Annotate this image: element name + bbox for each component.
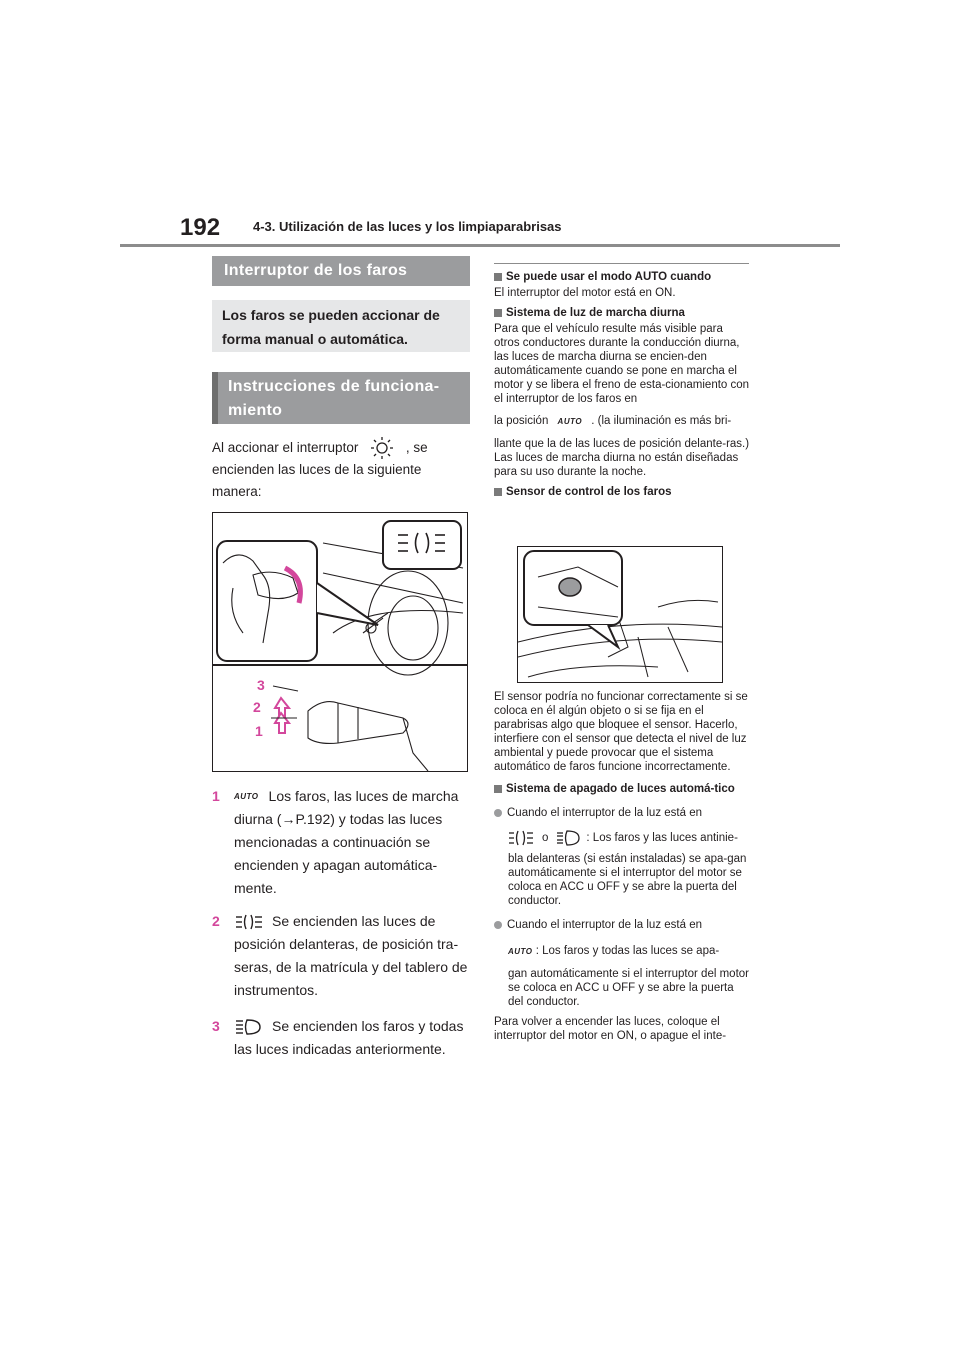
round-bullet-icon	[494, 921, 502, 929]
intro-text-c: encienden las luces de la siguiente manera:	[212, 462, 422, 500]
right-column-rule	[494, 263, 749, 264]
item-number: 1	[212, 788, 220, 804]
headlights-icon	[556, 830, 582, 846]
note-heading-text: Se puede usar el modo AUTO cuando	[506, 271, 712, 283]
intro-paragraph	[212, 437, 470, 503]
bullet-item	[494, 918, 750, 932]
sensor-illustration	[518, 547, 722, 682]
bullet-icons-line	[508, 830, 750, 846]
bullet-text: : Los faros y todas las luces se apa-	[535, 945, 720, 957]
light-switch-figure	[212, 512, 468, 772]
bullet-text: o	[542, 832, 549, 844]
bullet-item	[494, 806, 750, 820]
intro-text-b: , se	[405, 440, 428, 455]
item-text-rest: posición delanteras, de posición tra-seras, de la matrícula y del tablero de instrumentos.	[234, 936, 468, 998]
note-heading-text: Sensor de control de los faros	[506, 486, 672, 498]
right-column-lower	[494, 690, 750, 1049]
list-item	[212, 910, 470, 1002]
figure-label-3: 3	[257, 677, 265, 693]
figure-label-1: 1	[255, 723, 263, 739]
note-paragraph: El sensor podría no funcionar correctamente si se coloca en él algún objeto o si se fija en el parabrisas algo que bloquee el sensor. Hacerlo, interfiere con el sensor que detecta el nivel de luz ambiental y puede provocar que el sistema automático de faros funcione incorrectamente.	[494, 691, 748, 773]
page-number: 192	[180, 214, 221, 241]
section-title: Interruptor de los faros	[212, 256, 470, 286]
auto-icon: AUTO	[557, 417, 583, 426]
light-switch-illustration	[213, 513, 467, 771]
square-bullet-icon	[494, 273, 502, 281]
headlights-icon	[234, 1018, 264, 1036]
note-heading	[494, 782, 750, 796]
note-heading	[494, 270, 750, 284]
bullet-text: : Los faros y las luces antinie-	[586, 832, 738, 844]
subsection-title: Instrucciones de funciona-miento	[212, 372, 470, 424]
square-bullet-icon	[494, 785, 502, 793]
note-heading	[494, 485, 750, 499]
sensor-figure	[517, 546, 723, 683]
note-paragraph: llante que la de las luces de posición delante-ras.) Las luces de marcha diurna no están diseñadas para su uso durante la noche.	[494, 438, 750, 478]
note-paragraph: El interruptor del motor está en ON.	[494, 287, 676, 299]
auto-icon: AUTO	[234, 792, 259, 801]
item-text-rest: diurna (→P.192) y todas las luces mencionadas a continuación se encienden y apagan automática-mente.	[234, 811, 443, 896]
item-number: 3	[212, 1018, 220, 1034]
right-column	[494, 270, 750, 501]
position-lights-icon	[234, 913, 264, 931]
note-paragraph: Para que el vehículo resulte más visible para otros conductores durante la conducción diurna, las luces de marcha diurna se encien-den automáticamente cuando se pone en marcha el motor y se libera el freno de esta-cionamiento con el interruptor de los faros en	[494, 323, 750, 405]
bullet-continuation: gan automáticamente si el interruptor del motor se coloca en ACC u OFF y se abre la puerta del conductor.	[508, 968, 749, 1008]
bullet-text: Cuando el interruptor de la luz está en	[507, 807, 702, 819]
note-heading-text: Sistema de luz de marcha diurna	[506, 307, 685, 319]
item-text: Los faros, las luces de marcha	[268, 788, 459, 804]
item-number: 2	[212, 913, 220, 929]
square-bullet-icon	[494, 309, 502, 317]
running-title: 4-3. Utilización de las luces y los limpiaparabrisas	[253, 219, 562, 234]
note-paragraph: Para volver a encender las luces, coloque el interruptor del motor en ON, o apague el inte-	[494, 1016, 727, 1042]
header-rule	[120, 244, 840, 247]
item-text: Se encienden los faros y todas	[272, 1018, 464, 1034]
note-paragraph	[494, 414, 750, 429]
square-bullet-icon	[494, 488, 502, 496]
bullet-icons-line	[508, 944, 750, 959]
item-text-rest: las luces indicadas anteriormente.	[234, 1041, 446, 1057]
auto-icon: AUTO	[508, 947, 533, 956]
bullet-text: Cuando el interruptor de la luz está en	[507, 919, 702, 931]
list-item	[212, 1015, 470, 1061]
position-lights-icon	[508, 830, 534, 846]
summary-box: Los faros se pueden accionar de forma manual o automática.	[212, 300, 470, 352]
note-heading	[494, 306, 750, 320]
intro-text: Al accionar el interruptor	[212, 440, 359, 455]
bullet-continuation: bla delanteras (si están instaladas) se apa-gan automáticamente si el interruptor del motor se coloca en ACC u OFF y se abre la puerta del conductor.	[508, 853, 747, 907]
note-heading-text: Sistema de apagado de luces automá-tico	[506, 783, 735, 795]
list-item	[212, 785, 470, 900]
item-text: Se encienden las luces de	[272, 913, 436, 929]
round-bullet-icon	[494, 809, 502, 817]
note-text: la posición	[494, 415, 549, 427]
note-text: . (la iluminación es más bri-	[591, 415, 732, 427]
figure-label-2: 2	[253, 699, 261, 715]
light-sun-icon	[362, 437, 402, 459]
